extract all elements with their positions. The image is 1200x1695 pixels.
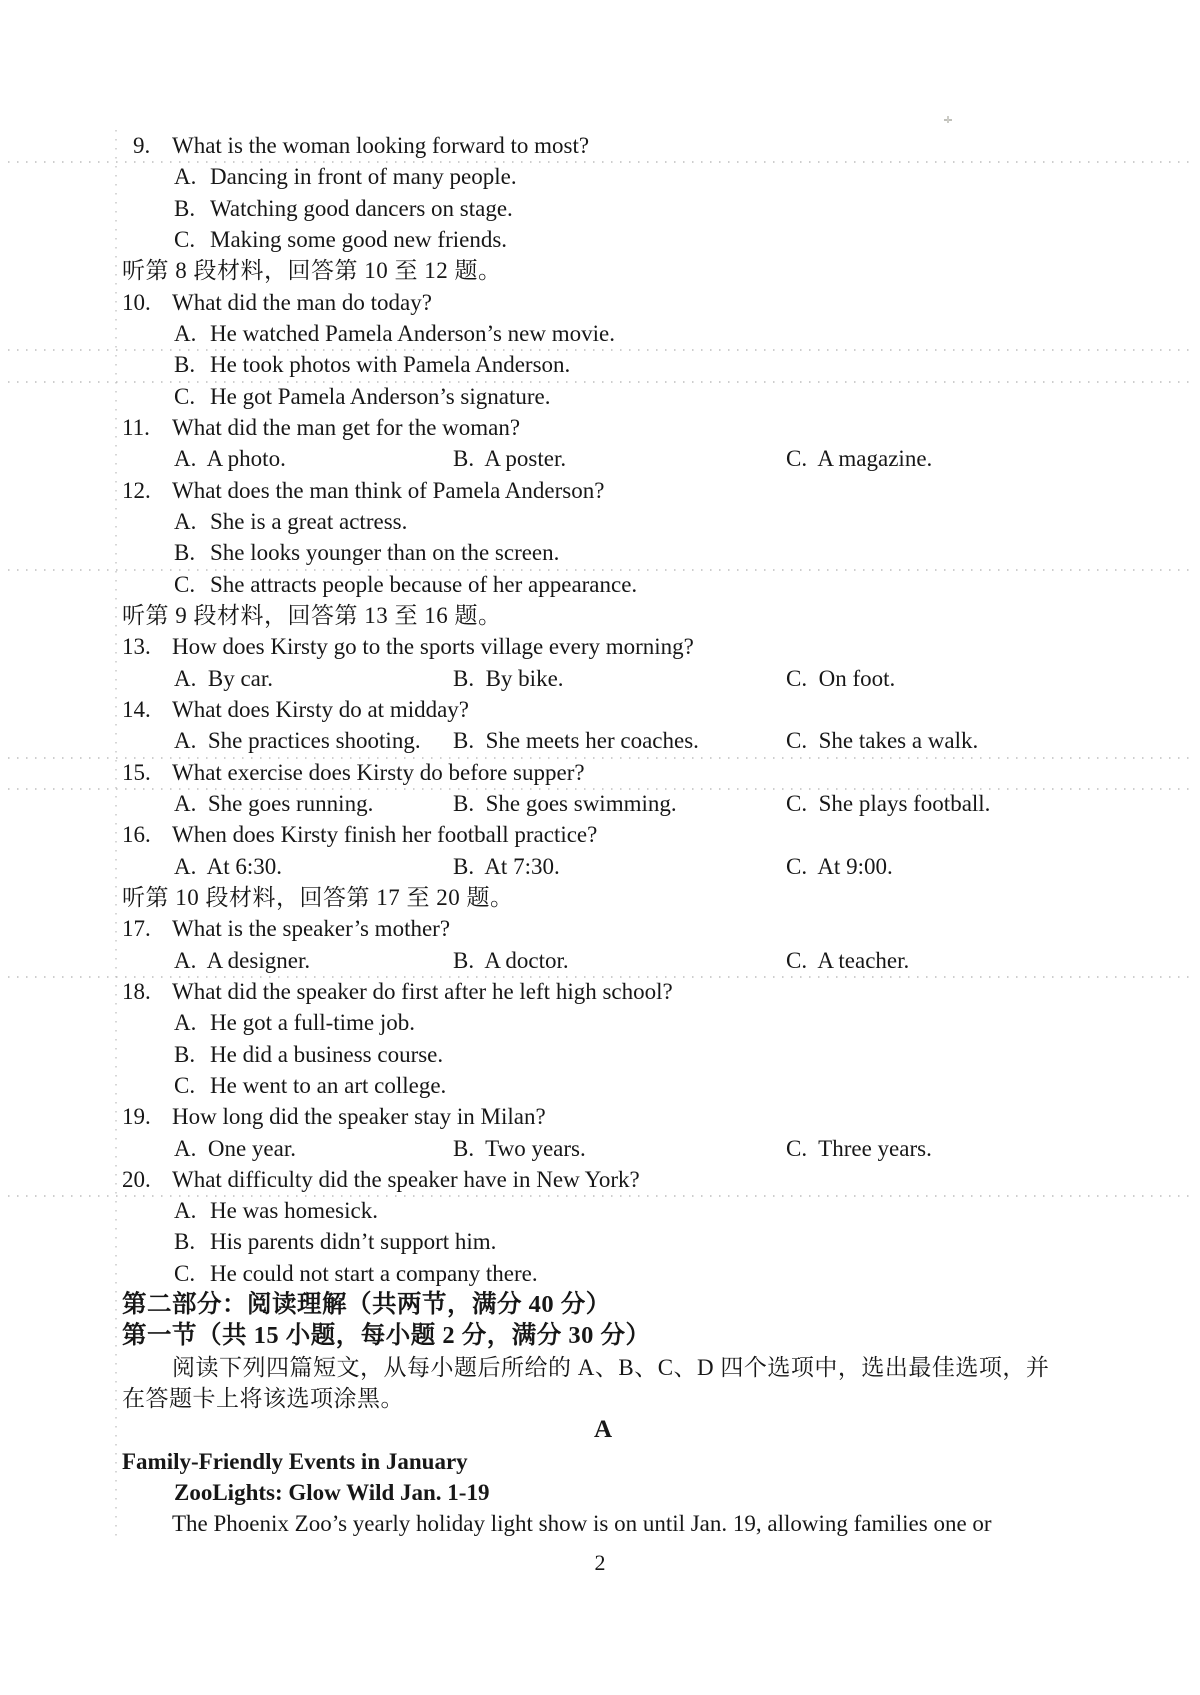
option-line	[122, 349, 1084, 380]
question-number: 12.	[122, 477, 151, 503]
option-text: He went to an art college.	[210, 1072, 447, 1098]
instructions-line-2: 在答题卡上将该选项涂黑。	[122, 1386, 404, 1412]
option-letter: C.	[174, 1260, 196, 1286]
passage-title: Family-Friendly Events in January	[122, 1448, 468, 1474]
question-line	[122, 694, 1084, 725]
option-line	[122, 1070, 1084, 1101]
option-b: B. At 7:30.	[453, 853, 560, 879]
page-number: 2	[594, 1550, 606, 1575]
option-line	[122, 1226, 1084, 1257]
option-row	[122, 443, 1084, 474]
option-letter: A.	[174, 1010, 197, 1036]
question-line	[122, 757, 1084, 788]
question-number: 10.	[122, 289, 151, 315]
event-heading: ZooLights: Glow Wild Jan. 1-19	[174, 1480, 490, 1506]
option-letter: B.	[174, 1229, 196, 1255]
question-number: 20.	[122, 1166, 151, 1192]
option-text: He did a business course.	[210, 1041, 444, 1067]
option-a: A. She practices shooting.	[174, 728, 421, 754]
option-text: His parents didn’t support him.	[210, 1229, 497, 1255]
option-letter: A.	[174, 1198, 197, 1224]
option-a: A. One year.	[174, 1135, 296, 1161]
option-line	[122, 224, 1084, 255]
option-row	[122, 663, 1084, 694]
question-number: 15.	[122, 759, 151, 785]
option-letter: A.	[174, 320, 197, 346]
option-letter: C.	[174, 571, 196, 597]
option-a: A. She goes running.	[174, 790, 374, 816]
question-text: What does the man think of Pamela Anderson?	[172, 477, 605, 503]
option-line	[122, 318, 1084, 349]
question-text: How does Kirsty go to the sports village every morning?	[172, 634, 694, 660]
option-text: Dancing in front of many people.	[210, 164, 517, 190]
question-text: What is the woman looking forward to most?	[172, 133, 590, 158]
question-line	[122, 1101, 1084, 1132]
option-row	[122, 788, 1084, 819]
option-letter: A.	[174, 164, 197, 190]
option-b: B. A poster.	[453, 446, 567, 472]
option-a: A. A designer.	[174, 947, 311, 973]
option-row	[122, 1133, 1084, 1164]
option-b: B. Two years.	[453, 1135, 586, 1161]
option-letter: A.	[174, 508, 197, 534]
question-number: 11.	[122, 414, 150, 440]
question-text: What did the speaker do first after he left high school?	[172, 978, 673, 1004]
question-text: What is the speaker’s mother?	[172, 916, 451, 942]
option-letter: C.	[174, 383, 196, 409]
material-header: 听第 9 段材料，回答第 13 至 16 题。	[122, 602, 502, 628]
passage-label: A	[593, 1416, 613, 1444]
option-text: He got Pamela Anderson’s signature.	[210, 383, 551, 409]
option-c: C. A teacher.	[786, 947, 910, 973]
option-b: B. By bike.	[453, 665, 564, 691]
question-line	[122, 130, 1084, 161]
option-line	[122, 1007, 1084, 1038]
option-a: A. A photo.	[174, 446, 286, 472]
option-line	[122, 161, 1084, 192]
question-line	[122, 913, 1084, 944]
option-b: B. She goes swimming.	[453, 790, 677, 816]
option-b: B. A doctor.	[453, 947, 569, 973]
option-letter: B.	[174, 1041, 196, 1067]
question-text: How long did the speaker stay in Milan?	[172, 1104, 546, 1130]
question-text: What did the man do today?	[172, 289, 432, 315]
question-number: 16.	[122, 822, 151, 848]
question-line	[122, 819, 1084, 850]
option-letter: B.	[174, 540, 196, 566]
option-line	[122, 506, 1084, 537]
option-a: A. By car.	[174, 665, 274, 691]
question-number: 9.	[133, 133, 151, 158]
option-a: A. At 6:30.	[174, 853, 282, 879]
option-text: He watched Pamela Anderson’s new movie.	[210, 320, 615, 346]
question-line	[122, 1164, 1084, 1195]
option-text: He got a full-time job.	[210, 1010, 416, 1036]
scan-speck	[944, 116, 952, 123]
instructions-line-1: 阅读下列四篇短文，从每小题后所给的 A、B、C、D 四个选项中，选出最佳选项，并	[172, 1354, 1050, 1380]
part2-header: 第二部分：阅读理解（共两节，满分 40 分）	[122, 1291, 611, 1319]
question-number: 17.	[122, 916, 151, 942]
option-text: She is a great actress.	[210, 508, 408, 534]
option-text: He was homesick.	[210, 1198, 378, 1224]
option-text: He could not start a company there.	[210, 1260, 538, 1286]
option-line	[122, 1039, 1084, 1070]
question-line	[122, 412, 1084, 443]
question-number: 14.	[122, 696, 151, 722]
option-letter: C.	[174, 1072, 196, 1098]
option-line	[122, 381, 1084, 412]
question-number: 19.	[122, 1104, 151, 1130]
question-text: What does Kirsty do at midday?	[172, 696, 470, 722]
option-letter: B.	[174, 195, 196, 221]
option-line	[122, 537, 1084, 568]
question-line	[122, 287, 1084, 318]
option-text: Making some good new friends.	[210, 226, 508, 252]
option-line	[122, 1195, 1084, 1226]
option-c: C. She plays football.	[786, 790, 991, 816]
section1-header: 第一节（共 15 小题，每小题 2 分，满分 30 分）	[122, 1322, 651, 1350]
option-text: Watching good dancers on stage.	[210, 195, 513, 221]
option-letter: B.	[174, 352, 196, 378]
option-line	[122, 1258, 1084, 1289]
option-c: C. A magazine.	[786, 446, 933, 472]
option-letter: C.	[174, 226, 196, 252]
margin-guide-line	[115, 130, 117, 1542]
question-line	[122, 976, 1084, 1007]
question-text: What difficulty did the speaker have in New York?	[172, 1166, 640, 1192]
content-column	[122, 130, 1084, 1540]
question-number: 13.	[122, 634, 151, 660]
option-text: He took photos with Pamela Anderson.	[210, 352, 571, 378]
option-row	[122, 945, 1084, 976]
passage-text-line: The Phoenix Zoo’s yearly holiday light show is on until Jan. 19, allowing families one or	[172, 1511, 992, 1537]
question-line	[122, 475, 1084, 506]
question-text: What exercise does Kirsty do before supper?	[172, 759, 585, 785]
option-c: C. Three years.	[786, 1135, 932, 1161]
option-text: She looks younger than on the screen.	[210, 540, 560, 566]
option-text: She attracts people because of her appearance.	[210, 571, 638, 597]
option-c: C. At 9:00.	[786, 853, 893, 879]
question-number: 18.	[122, 978, 151, 1004]
option-row	[122, 725, 1084, 756]
material-header: 听第 8 段材料，回答第 10 至 12 题。	[122, 258, 502, 284]
question-text: When does Kirsty finish her football practice?	[172, 822, 598, 848]
question-text: What did the man get for the woman?	[172, 414, 521, 440]
option-c: C. She takes a walk.	[786, 728, 979, 754]
option-c: C. On foot.	[786, 665, 896, 691]
option-line	[122, 569, 1084, 600]
material-header: 听第 10 段材料，回答第 17 至 20 题。	[122, 884, 514, 910]
option-b: B. She meets her coaches.	[453, 728, 699, 754]
option-line	[122, 193, 1084, 224]
option-row	[122, 851, 1084, 882]
question-line	[122, 631, 1084, 662]
